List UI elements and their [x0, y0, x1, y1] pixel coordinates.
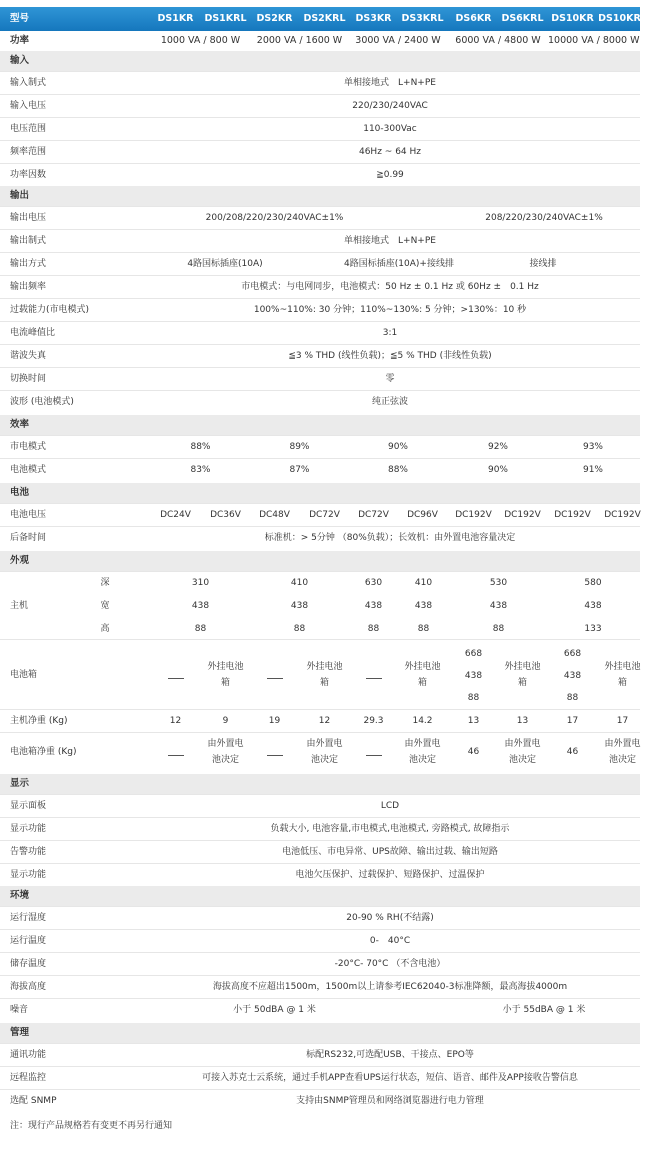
efficiency-value: 92%	[487, 442, 508, 452]
model-ds3krl: DS3KRL	[401, 13, 444, 24]
model-ds1krl: DS1KRL	[204, 13, 247, 24]
efficiency-section-title: 效率	[10, 419, 30, 430]
output-system-row-value: 单相接地式 L+N+PE	[344, 236, 436, 246]
row-label: 波形 (电池模式)	[10, 397, 74, 407]
dimension-value: 88	[492, 624, 505, 634]
model-ds3kr: DS3KR	[355, 13, 392, 24]
efficiency-value: 93%	[582, 442, 603, 452]
row-label: 海拔高度	[10, 982, 47, 992]
dimension-value: 88	[293, 624, 306, 634]
battery-box-dim: 438	[464, 671, 483, 681]
row-label: 过载能力(市电模式)	[10, 305, 90, 315]
dash-line	[366, 755, 382, 756]
output-row	[0, 298, 640, 322]
external-battery-text: 外挂电池箱	[306, 662, 343, 688]
power-value: 1000 VA / 800 W	[160, 35, 241, 46]
output-row	[0, 344, 640, 368]
external-weight-text: 由外置电池决定	[504, 739, 541, 765]
row-label: 储存温度	[10, 959, 47, 969]
output-row	[0, 367, 640, 391]
input-row-value: ≧0.99	[376, 170, 404, 180]
row-label: 输出方式	[10, 259, 47, 269]
noise-row	[0, 998, 640, 1022]
input-row	[0, 94, 640, 118]
row-label: 谐波失真	[10, 351, 47, 361]
output-voltage-row	[0, 206, 640, 230]
efficiency-value: 91%	[582, 465, 603, 475]
input-row	[0, 117, 640, 141]
display-row	[0, 794, 640, 818]
management-row-value: 支持由SNMP管理员和网络浏览器进行电力管理	[296, 1096, 484, 1106]
input-row-value: 220/230/240VAC	[352, 101, 428, 111]
environment-row-value: -20°C- 70°C （不含电池）	[334, 959, 446, 969]
dimension-value: 410	[290, 578, 309, 588]
dimension-value: 530	[489, 578, 508, 588]
efficiency-value: 87%	[289, 465, 310, 475]
input-row-value: 单相接地式 L+N+PE	[344, 78, 436, 88]
battery-voltage: DC72V	[309, 510, 340, 520]
host-label: 主机	[10, 601, 29, 611]
battery-voltage: DC192V	[455, 510, 492, 520]
display-row-value: 电池欠压保护、过载保护、短路保护、过温保护	[295, 870, 485, 880]
dimension-value: 630	[364, 578, 383, 588]
output-voltage-a: 200/208/220/230/240VAC±1%	[205, 213, 344, 223]
display-section	[0, 774, 640, 794]
row-label: 显示面板	[10, 801, 47, 811]
display-row-value: 负载大小, 电池容量,市电模式,电池模式, 旁路模式, 故障指示	[270, 824, 510, 834]
output-row-value: ≦3 % THD (线性负载)；≦5 % THD (非线性负载)	[288, 351, 492, 361]
environment-row-value: 20-90 % RH(不结露)	[346, 913, 434, 923]
efficiency-value: 83%	[190, 465, 211, 475]
environment-row	[0, 952, 640, 976]
battery-box-dim: 668	[464, 649, 483, 659]
battery-voltage: DC192V	[504, 510, 541, 520]
dimension-value: 88	[417, 624, 430, 634]
dimension-name: 宽	[100, 601, 110, 611]
dimension-value: 438	[290, 601, 309, 611]
power-value: 6000 VA / 4800 W	[455, 35, 541, 46]
management-row-value: 标配RS232,可选配USB、干接点、EPO等	[306, 1050, 474, 1060]
appearance-section	[0, 551, 640, 571]
dimension-value: 438	[489, 601, 508, 611]
external-weight-text: 由外置电池决定	[306, 739, 343, 765]
row-label: 输出电压	[10, 213, 47, 223]
row-label: 输出频率	[10, 282, 47, 292]
external-battery-text: 外挂电池箱	[207, 662, 244, 688]
net-weight: 17	[566, 716, 579, 726]
input-row	[0, 140, 640, 164]
host-dimensions-block	[0, 571, 640, 640]
output-row-value: 3:1	[382, 328, 398, 338]
net-weight: 29.3	[363, 716, 384, 726]
net-weight: 17	[616, 716, 629, 726]
appearance-section-title: 外观	[10, 555, 30, 566]
display-section-title: 显示	[10, 778, 30, 789]
dimension-value: 438	[584, 601, 602, 611]
model-ds1kr: DS1KR	[157, 13, 194, 24]
noise-a: 小于 50dBA @ 1 米	[233, 1005, 316, 1015]
power-value: 3000 VA / 2400 W	[355, 35, 441, 46]
environment-row	[0, 975, 640, 999]
output-row-value: 零	[385, 374, 395, 384]
net-weight: 12	[318, 716, 331, 726]
display-row	[0, 863, 640, 887]
dash-mark	[349, 674, 398, 684]
battery-box-row	[0, 639, 640, 710]
dash-line	[366, 678, 382, 679]
management-row	[0, 1043, 640, 1067]
net-weight: 14.2	[412, 716, 433, 726]
battery-section-title: 电池	[10, 487, 30, 498]
dash-line	[267, 755, 283, 756]
output-row	[0, 390, 640, 414]
battery-box-weight: 46	[566, 747, 579, 757]
output-mode-row	[0, 252, 640, 276]
battery-voltage: DC36V	[210, 510, 241, 520]
model-ds6kr: DS6KR	[455, 13, 492, 24]
battery-backup-row	[0, 526, 640, 550]
battery-voltage: DC96V	[407, 510, 438, 520]
external-battery-text: 外挂电池箱	[404, 662, 441, 688]
battery-voltage: DC192V	[604, 510, 641, 520]
management-row	[0, 1089, 640, 1113]
environment-row	[0, 906, 640, 930]
battery-box-dim: 88	[467, 693, 480, 703]
power-value: 2000 VA / 1600 W	[256, 35, 343, 46]
efficiency-row	[0, 458, 640, 482]
environment-row-value: 海拔高度不应超出1500m，1500m以上请参考IEC62040-3标准降额，最高海拔4000m	[212, 982, 568, 992]
display-row	[0, 817, 640, 841]
net-weight: 13	[467, 716, 480, 726]
row-label: 功率因数	[10, 170, 47, 180]
external-weight-text: 由外置电池决定	[404, 739, 441, 765]
output-row	[0, 275, 640, 299]
environment-row-value: 0- 40°C	[369, 936, 411, 946]
output-section-title: 输出	[10, 190, 30, 201]
net-weight: 9	[222, 716, 229, 726]
output-row-value: 纯正弦波	[371, 397, 408, 407]
battery-box-weight-label: 电池箱净重 (Kg)	[10, 747, 77, 757]
environment-section-title: 环境	[10, 890, 30, 901]
battery-box-dim: 438	[563, 671, 582, 681]
power-row	[0, 31, 640, 51]
battery-voltage-row	[0, 503, 640, 527]
efficiency-value: 88%	[387, 465, 408, 475]
management-row-value: 可接入苏克士云系统，通过手机APP查看UPS运行状态，短信、语音、邮件及APP接收告警信息	[202, 1073, 578, 1083]
dash-mark	[349, 751, 398, 761]
dimension-name: 深	[100, 578, 110, 588]
efficiency-value: 90%	[487, 465, 508, 475]
dimension-value: 438	[191, 601, 210, 611]
dash-mark	[250, 751, 299, 761]
environment-section	[0, 886, 640, 906]
output-mode-b: 4路国标插座(10A)+接线排	[344, 259, 454, 269]
row-label: 主机净重 (Kg)	[10, 716, 68, 726]
dash-mark	[151, 751, 200, 761]
dimension-value: 88	[367, 624, 380, 634]
header-label: 型号	[10, 13, 30, 24]
noise-b: 小于 55dBA @ 1 米	[502, 1005, 586, 1015]
battery-voltage: DC72V	[358, 510, 389, 520]
row-label: 切换时间	[10, 374, 47, 384]
battery-voltage: DC192V	[554, 510, 591, 520]
management-section-title: 管理	[10, 1027, 30, 1038]
dash-mark	[151, 674, 200, 684]
external-weight-text: 由外置电池决定	[207, 739, 244, 765]
row-label: 远程监控	[10, 1073, 47, 1083]
output-voltage-b: 208/220/230/240VAC±1%	[485, 213, 603, 223]
net-weight: 19	[268, 716, 281, 726]
efficiency-value: 90%	[387, 442, 408, 452]
output-mode-c: 接线排	[529, 259, 557, 269]
management-row	[0, 1066, 640, 1090]
display-row	[0, 840, 640, 864]
output-row-value: 市电模式：与电网同步，电池模式：50 Hz ± 0.1 Hz 或 60Hz ± 0.1 Hz	[241, 282, 539, 292]
battery-box-label: 电池箱	[10, 670, 38, 680]
row-label: 噪音	[10, 1005, 29, 1015]
row-label: 后备时间	[10, 533, 47, 543]
efficiency-value: 88%	[190, 442, 211, 452]
row-label: 电流峰值比	[10, 328, 56, 338]
row-label: 输入制式	[10, 78, 47, 88]
row-label: 运行湿度	[10, 913, 47, 923]
output-row-value: 100%~110%: 30 分钟；110%~130%: 5 分钟；>130%：10 秒	[253, 305, 527, 315]
row-label: 选配 SNMP	[10, 1096, 57, 1106]
management-section	[0, 1023, 640, 1043]
efficiency-section	[0, 415, 640, 435]
net-weight-row	[0, 709, 640, 733]
dimension-value: 133	[584, 624, 602, 634]
battery-voltage: DC24V	[160, 510, 191, 520]
row-label: 输出制式	[10, 236, 47, 246]
battery-box-dim: 88	[566, 693, 579, 703]
row-label: 电池模式	[10, 465, 47, 475]
battery-section	[0, 483, 640, 503]
dash-line	[267, 678, 283, 679]
row-label: 频率范围	[10, 147, 47, 157]
row-label: 告警功能	[10, 847, 47, 857]
input-section-title: 输入	[10, 55, 30, 66]
model-ds2kr: DS2KR	[256, 13, 293, 24]
dimension-value: 88	[194, 624, 207, 634]
footnote: 注：现行产品规格若有变更不再另行通知	[10, 1121, 173, 1131]
environment-row	[0, 929, 640, 953]
input-row	[0, 71, 640, 95]
input-row-value: 46Hz ~ 64 Hz	[358, 147, 421, 157]
row-label: 市电模式	[10, 442, 47, 452]
output-mode-a: 4路国标插座(10A)	[187, 259, 263, 269]
output-system-row	[0, 229, 640, 253]
dimension-value: 310	[191, 578, 210, 588]
model-ds6krl: DS6KRL	[501, 13, 544, 24]
battery-backup-row-value: 标准机：> 5分钟 （80%负载）；长效机：由外置电池容量决定	[264, 533, 516, 543]
table-header	[0, 7, 647, 31]
input-row-value: 110-300Vac	[363, 124, 417, 134]
dash-line	[168, 755, 184, 756]
output-row	[0, 321, 640, 345]
dimension-value: 410	[414, 578, 433, 588]
efficiency-value: 89%	[289, 442, 310, 452]
row-label: 运行温度	[10, 936, 47, 946]
row-label: 显示功能	[10, 824, 47, 834]
input-section	[0, 51, 640, 71]
row-label: 显示功能	[10, 870, 47, 880]
battery-box-weight-row	[0, 732, 640, 772]
power-value: 10000 VA / 8000 W	[548, 35, 640, 46]
dash-mark	[250, 674, 299, 684]
battery-voltage: DC48V	[259, 510, 290, 520]
external-battery-text: 外挂电池箱	[504, 662, 541, 688]
dimension-name: 高	[100, 624, 110, 634]
model-ds10krl: DS10KRL	[598, 13, 647, 24]
net-weight: 13	[516, 716, 529, 726]
row-label: 电池电压	[10, 510, 47, 520]
battery-box-weight: 46	[467, 747, 480, 757]
input-row	[0, 163, 640, 187]
external-battery-text: 外挂电池箱	[604, 662, 641, 688]
dimension-value: 438	[364, 601, 383, 611]
display-row-value: LCD	[380, 801, 400, 811]
model-ds2krl: DS2KRL	[303, 13, 346, 24]
battery-box-dim: 668	[563, 649, 582, 659]
row-label: 电压范围	[10, 124, 47, 134]
model-ds10kr: DS10KR	[551, 13, 594, 24]
net-weight: 12	[169, 716, 182, 726]
external-weight-text: 由外置电池决定	[604, 739, 641, 765]
display-row-value: 电池低压、市电异常、UPS故障、输出过载、输出短路	[282, 847, 498, 857]
power-label: 功率	[10, 35, 30, 46]
output-section	[0, 186, 640, 206]
row-label: 输入电压	[10, 101, 47, 111]
dimension-value: 580	[584, 578, 602, 588]
dimension-value: 438	[414, 601, 433, 611]
dash-line	[168, 678, 184, 679]
row-label: 通讯功能	[10, 1050, 47, 1060]
efficiency-row	[0, 435, 640, 459]
